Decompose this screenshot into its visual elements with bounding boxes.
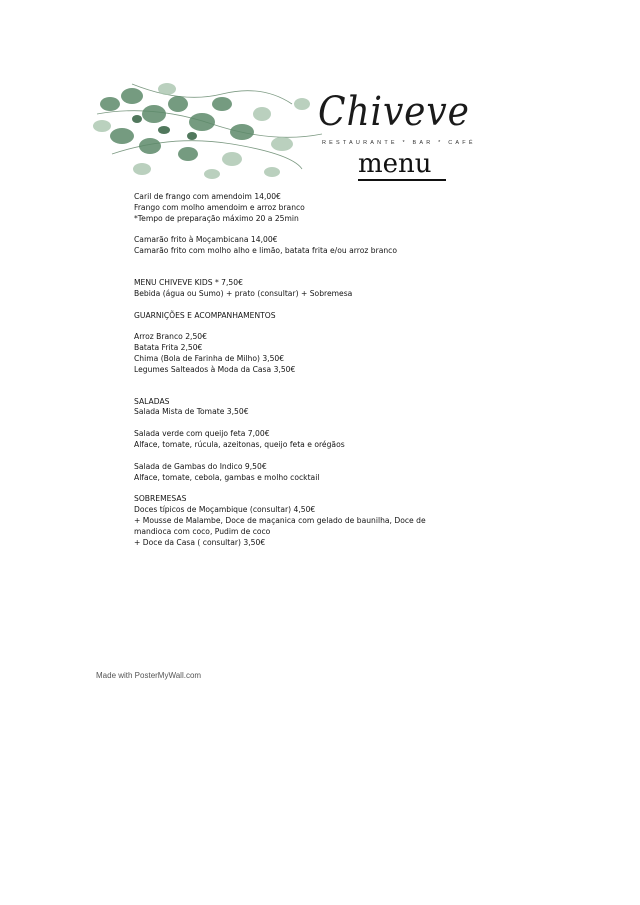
saladas-heading: SALADAS [134,396,170,406]
kids-menu-description: Bebida (água ou Sumo) + prato (consultar) + Sobremesa [134,288,353,298]
sobremesas-list: + Mousse de Malambe, Doce de maçanica com gelado de baunilha, Doce de mandioca com coco, Pudim de coco [134,515,426,536]
menu-content [134,192,434,548]
kids-menu-title: MENU CHIVEVE KIDS * 7,50€ [134,277,243,287]
caril-title: Caril de frango com amendoim 14,00€ [134,192,281,201]
camarao-description: Camarão frito com molho alho e limão, batata frita e/ou arroz branco [134,246,397,256]
salada-verde-title: Salada verde com queijo feta 7,00€ [134,429,270,439]
caril-description: Frango com molho amendoim e arroz branco [134,202,305,212]
sobremesas-casa: + Doce da Casa ( consultar) 3,50€ [134,537,266,547]
list-item: Chima (Bola de Farinha de Milho) 3,50€ [134,353,285,363]
menu-title-underline [358,179,446,181]
list-item: Legumes Salteados à Moda da Casa 3,50€ [134,364,296,374]
eucalyptus-leaves-illustration [92,74,332,184]
brand-name: Chiveve [318,89,470,135]
made-with-credit: Made with PosterMyWall.com [96,671,202,680]
brand-tagline: RESTAURANTE * BAR * CAFÉ [322,140,476,146]
salada-verde-description: Alface, tomate, rúcula, azeitonas, queijo feta e orégãos [134,439,345,449]
camarao-title: Camarão frito à Moçambicana 14,00€ [134,235,278,245]
salada-gambas-title: Salada de Gambas do Indico 9,50€ [134,461,267,471]
list-item: Arroz Branco 2,50€ [134,332,207,342]
guarnicoes-heading: GUARNIÇÕES E ACOMPANHAMENTOS [134,310,276,320]
salada-mista: Salada Mista de Tomate 3,50€ [134,407,249,417]
caril-prep-note: *Tempo de preparação máximo 20 a 25min [134,213,299,223]
menu-title: menu [358,149,432,179]
list-item: Batata Frita 2,50€ [134,343,203,353]
salada-gambas-description: Alface, tomate, cebola, gambas e molho cocktail [134,472,320,482]
sobremesas-typical: Doces típicos de Moçambique (consultar) 4,50€ [134,505,316,515]
sobremesas-heading: SOBREMESAS [134,494,187,504]
